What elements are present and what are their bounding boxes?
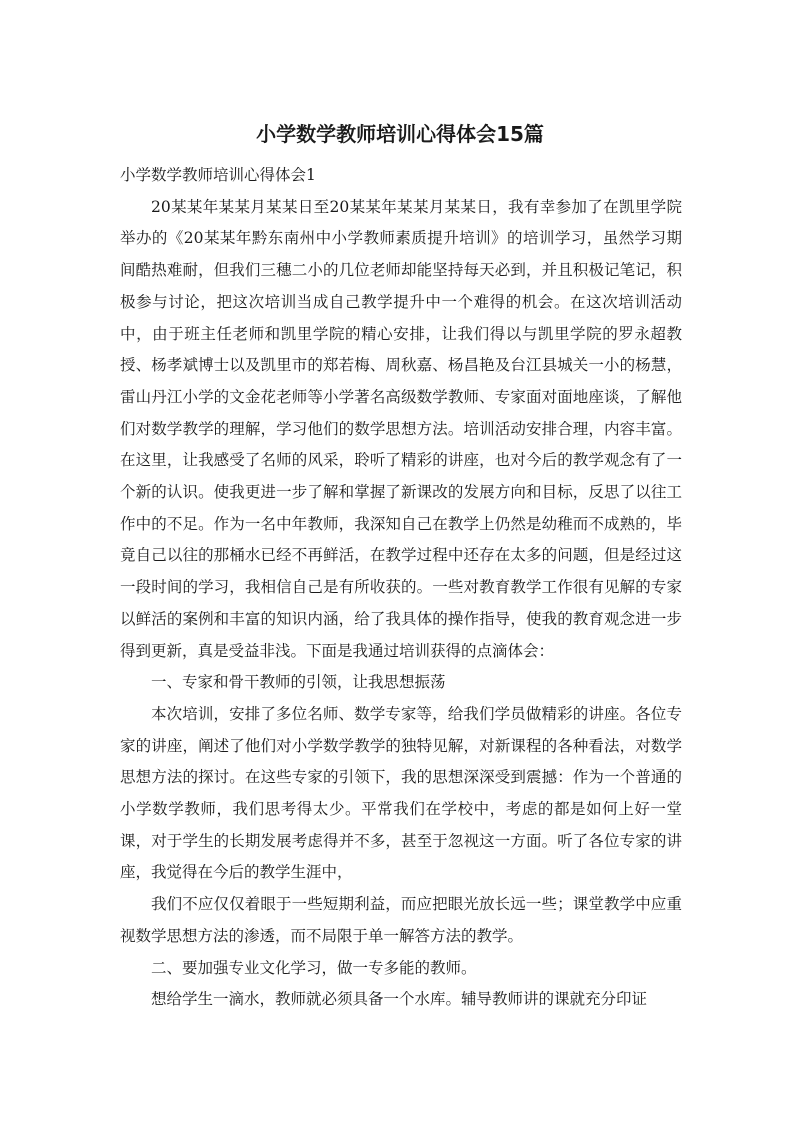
body-paragraph: 本次培训，安排了多位名师、数学专家等，给我们学员做精彩的讲座。各位专家的讲座，阐述了他们对小学数学教学的独特见解，对新课程的各种看法，对数学思想方法的探讨。在这些专家的引领下，我的思想深深受到震撼：作为一个普通的小学数学教师，我们思考得太少。平常我们在学校中，考虑的都是如何上好一堂课，对于学生的长期发展考虑得并不多，甚至于忽视这一方面。听了各位专家的讲座，我觉得在今后的教学生涯中， [120, 704, 682, 882]
body-paragraph: 20某某年某某月某某日至20某某年某某月某某日，我有幸参加了在凯里学院举办的《20某某年黔东南州中小学教师素质提升培训》的培训学习，虽然学习期间酷热难耐，但我们三穗二小的几位老师却能坚持每天必到，并且积极记笔记，积极参与讨论，把这次培训当成自己教学提升中一个难得的机会。在这次培训活动中，由于班主任老师和凯里学院的精心安排，让我们得以与凯里学院的罗永超教授、杨孝斌博士以及凯里市的郑若梅、周秋嘉、杨昌艳及台江县城关一小的杨慧，雷山丹江小学的文金花老师等小学著名高级数学教师、专家面对面地座谈，了解他们对数学教学的理解，学习他们的数学思想方法。培训活动安排合理，内容丰富。在这里，让我感受了名师的风采，聆听了精彩的讲座，也对今后的教学观念有了一个新的认识。使我更进一步了解和掌握了新课改的发展方向和目标，反思了以往工作中的不足。作为一名中年教师，我深知自己在教学上仍然是幼稚而不成熟的，毕竟自己以往的那桶水已经不再鲜活，在教学过程中还存在太多的问题，但是经过这一段时间的学习，我相信自己是有所收获的。一些对教育教学工作很有见解的专家以鲜活的案例和丰富的知识内涵，给了我具体的操作指导，使我的教育观念进一步得到更新，真是受益非浅。下面是我通过培训获得的点滴体会： [120, 197, 682, 660]
subheading: 一、专家和骨干教师的引领，让我思想振荡 [151, 673, 446, 692]
subheading: 二、要加强专业文化学习，做一专多能的教师。 [151, 958, 477, 977]
section-heading: 小学数学教师培训心得体会1 [120, 166, 316, 184]
body-paragraph: 想给学生一滴水，教师就必须具备一个水库。辅导教师讲的课就充分印证 [151, 990, 648, 1009]
document-title: 小学数学教师培训心得体会15篇 [256, 122, 544, 146]
body-paragraph: 我们不应仅仅着眼于一些短期利益，而应把眼光放长远一些；课堂教学中应重视数学思想方法的渗透，而不局限于单一解答方法的教学。 [120, 895, 682, 945]
document-body [120, 160, 682, 1016]
